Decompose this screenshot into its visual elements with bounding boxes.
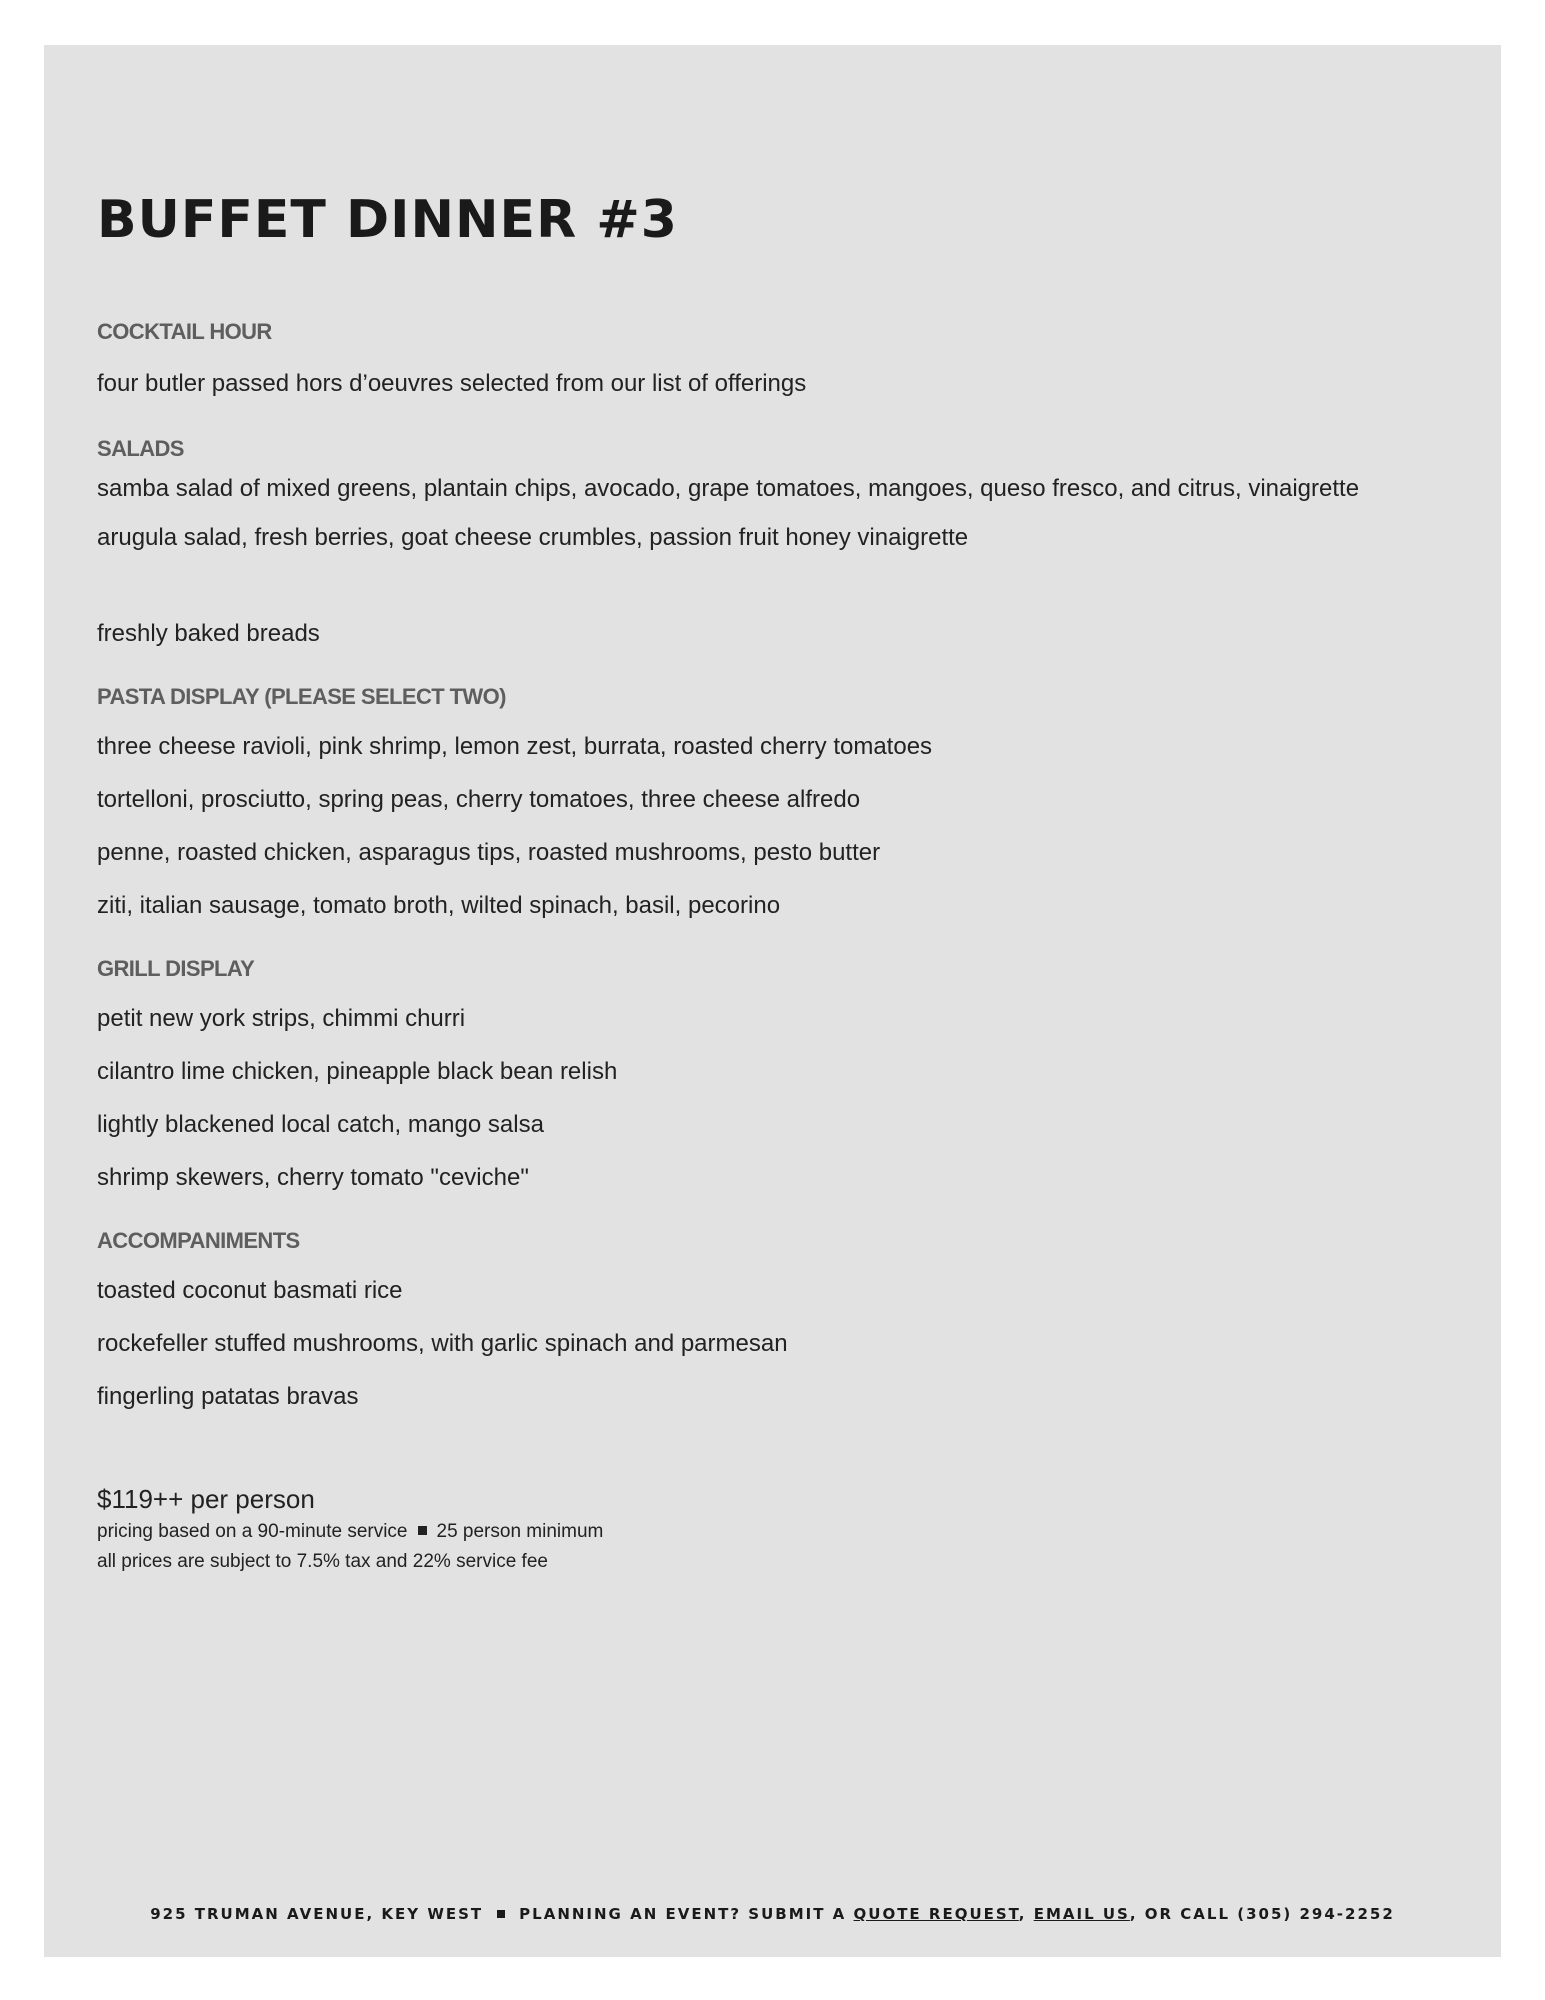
- pasta-heading: PASTA DISPLAY (PLEASE SELECT TWO): [97, 684, 506, 709]
- salad-item: samba salad of mixed greens, plantain chips, avocado, grape tomatoes, mangoes, queso fresco, and citrus, vinaigrette: [97, 475, 1360, 502]
- quote-request-link[interactable]: QUOTE REQUEST: [853, 1905, 1019, 1923]
- accompaniment-item: toasted coconut basmati rice: [97, 1277, 403, 1304]
- cocktail-item: four butler passed hors d’oeuvres selected from our list of offerings: [97, 370, 807, 397]
- service-note: pricing based on a 90-minute service: [97, 1521, 408, 1542]
- grill-item: petit new york strips, chimmi churri: [97, 1005, 466, 1032]
- accompaniment-item: rockefeller stuffed mushrooms, with garlic spinach and parmesan: [97, 1330, 788, 1357]
- pasta-item: penne, roasted chicken, asparagus tips, roasted mushrooms, pesto butter: [97, 839, 881, 866]
- footer-address: 925 TRUMAN AVENUE, KEY WEST: [150, 1905, 484, 1923]
- email-us-link[interactable]: EMAIL US: [1033, 1905, 1130, 1923]
- price-per-person: $119++ per person: [97, 1484, 315, 1514]
- breads-item: freshly baked breads: [97, 620, 320, 647]
- grill-item: cilantro lime chicken, pineapple black bean relish: [97, 1058, 618, 1085]
- cocktail-heading: COCKTAIL HOUR: [97, 319, 272, 344]
- pasta-item: tortelloni, prosciutto, spring peas, cherry tomatoes, three cheese alfredo: [97, 786, 861, 813]
- salad-item: arugula salad, fresh berries, goat cheese crumbles, passion fruit honey vinaigrette: [97, 524, 969, 551]
- salads-heading: SALADS: [97, 436, 184, 461]
- accompaniments-heading: ACCOMPANIMENTS: [97, 1228, 300, 1253]
- tax-note: all prices are subject to 7.5% tax and 22% service fee: [97, 1551, 548, 1572]
- pasta-item: three cheese ravioli, pink shrimp, lemon zest, burrata, roasted cherry tomatoes: [97, 733, 933, 760]
- menu-content: [97, 185, 1497, 1577]
- square-bullet-icon: [497, 1910, 505, 1918]
- footer-call-text: OR CALL (305) 294-2252: [1144, 1905, 1395, 1923]
- accompaniment-item: fingerling patatas bravas: [97, 1383, 359, 1410]
- footer-contact: 925 TRUMAN AVENUE, KEY WEST PLANNING AN EVENT? SUBMIT A QUOTE REQUEST, EMAIL US, OR CALL (305) 294-2252: [150, 1905, 1395, 1923]
- grill-heading: GRILL DISPLAY: [97, 956, 255, 981]
- grill-item: shrimp skewers, cherry tomato "ceviche": [97, 1164, 529, 1191]
- page-title: BUFFET DINNER #3: [97, 190, 678, 250]
- minimum-note: 25 person minimum: [436, 1521, 604, 1542]
- pasta-item: ziti, italian sausage, tomato broth, wilted spinach, basil, pecorino: [97, 892, 781, 919]
- grill-item: lightly blackened local catch, mango salsa: [97, 1111, 544, 1138]
- pricing-note: [97, 1517, 1497, 1547]
- footer-planning-text: PLANNING AN EVENT? SUBMIT A: [519, 1905, 847, 1923]
- square-bullet-icon: [418, 1526, 427, 1535]
